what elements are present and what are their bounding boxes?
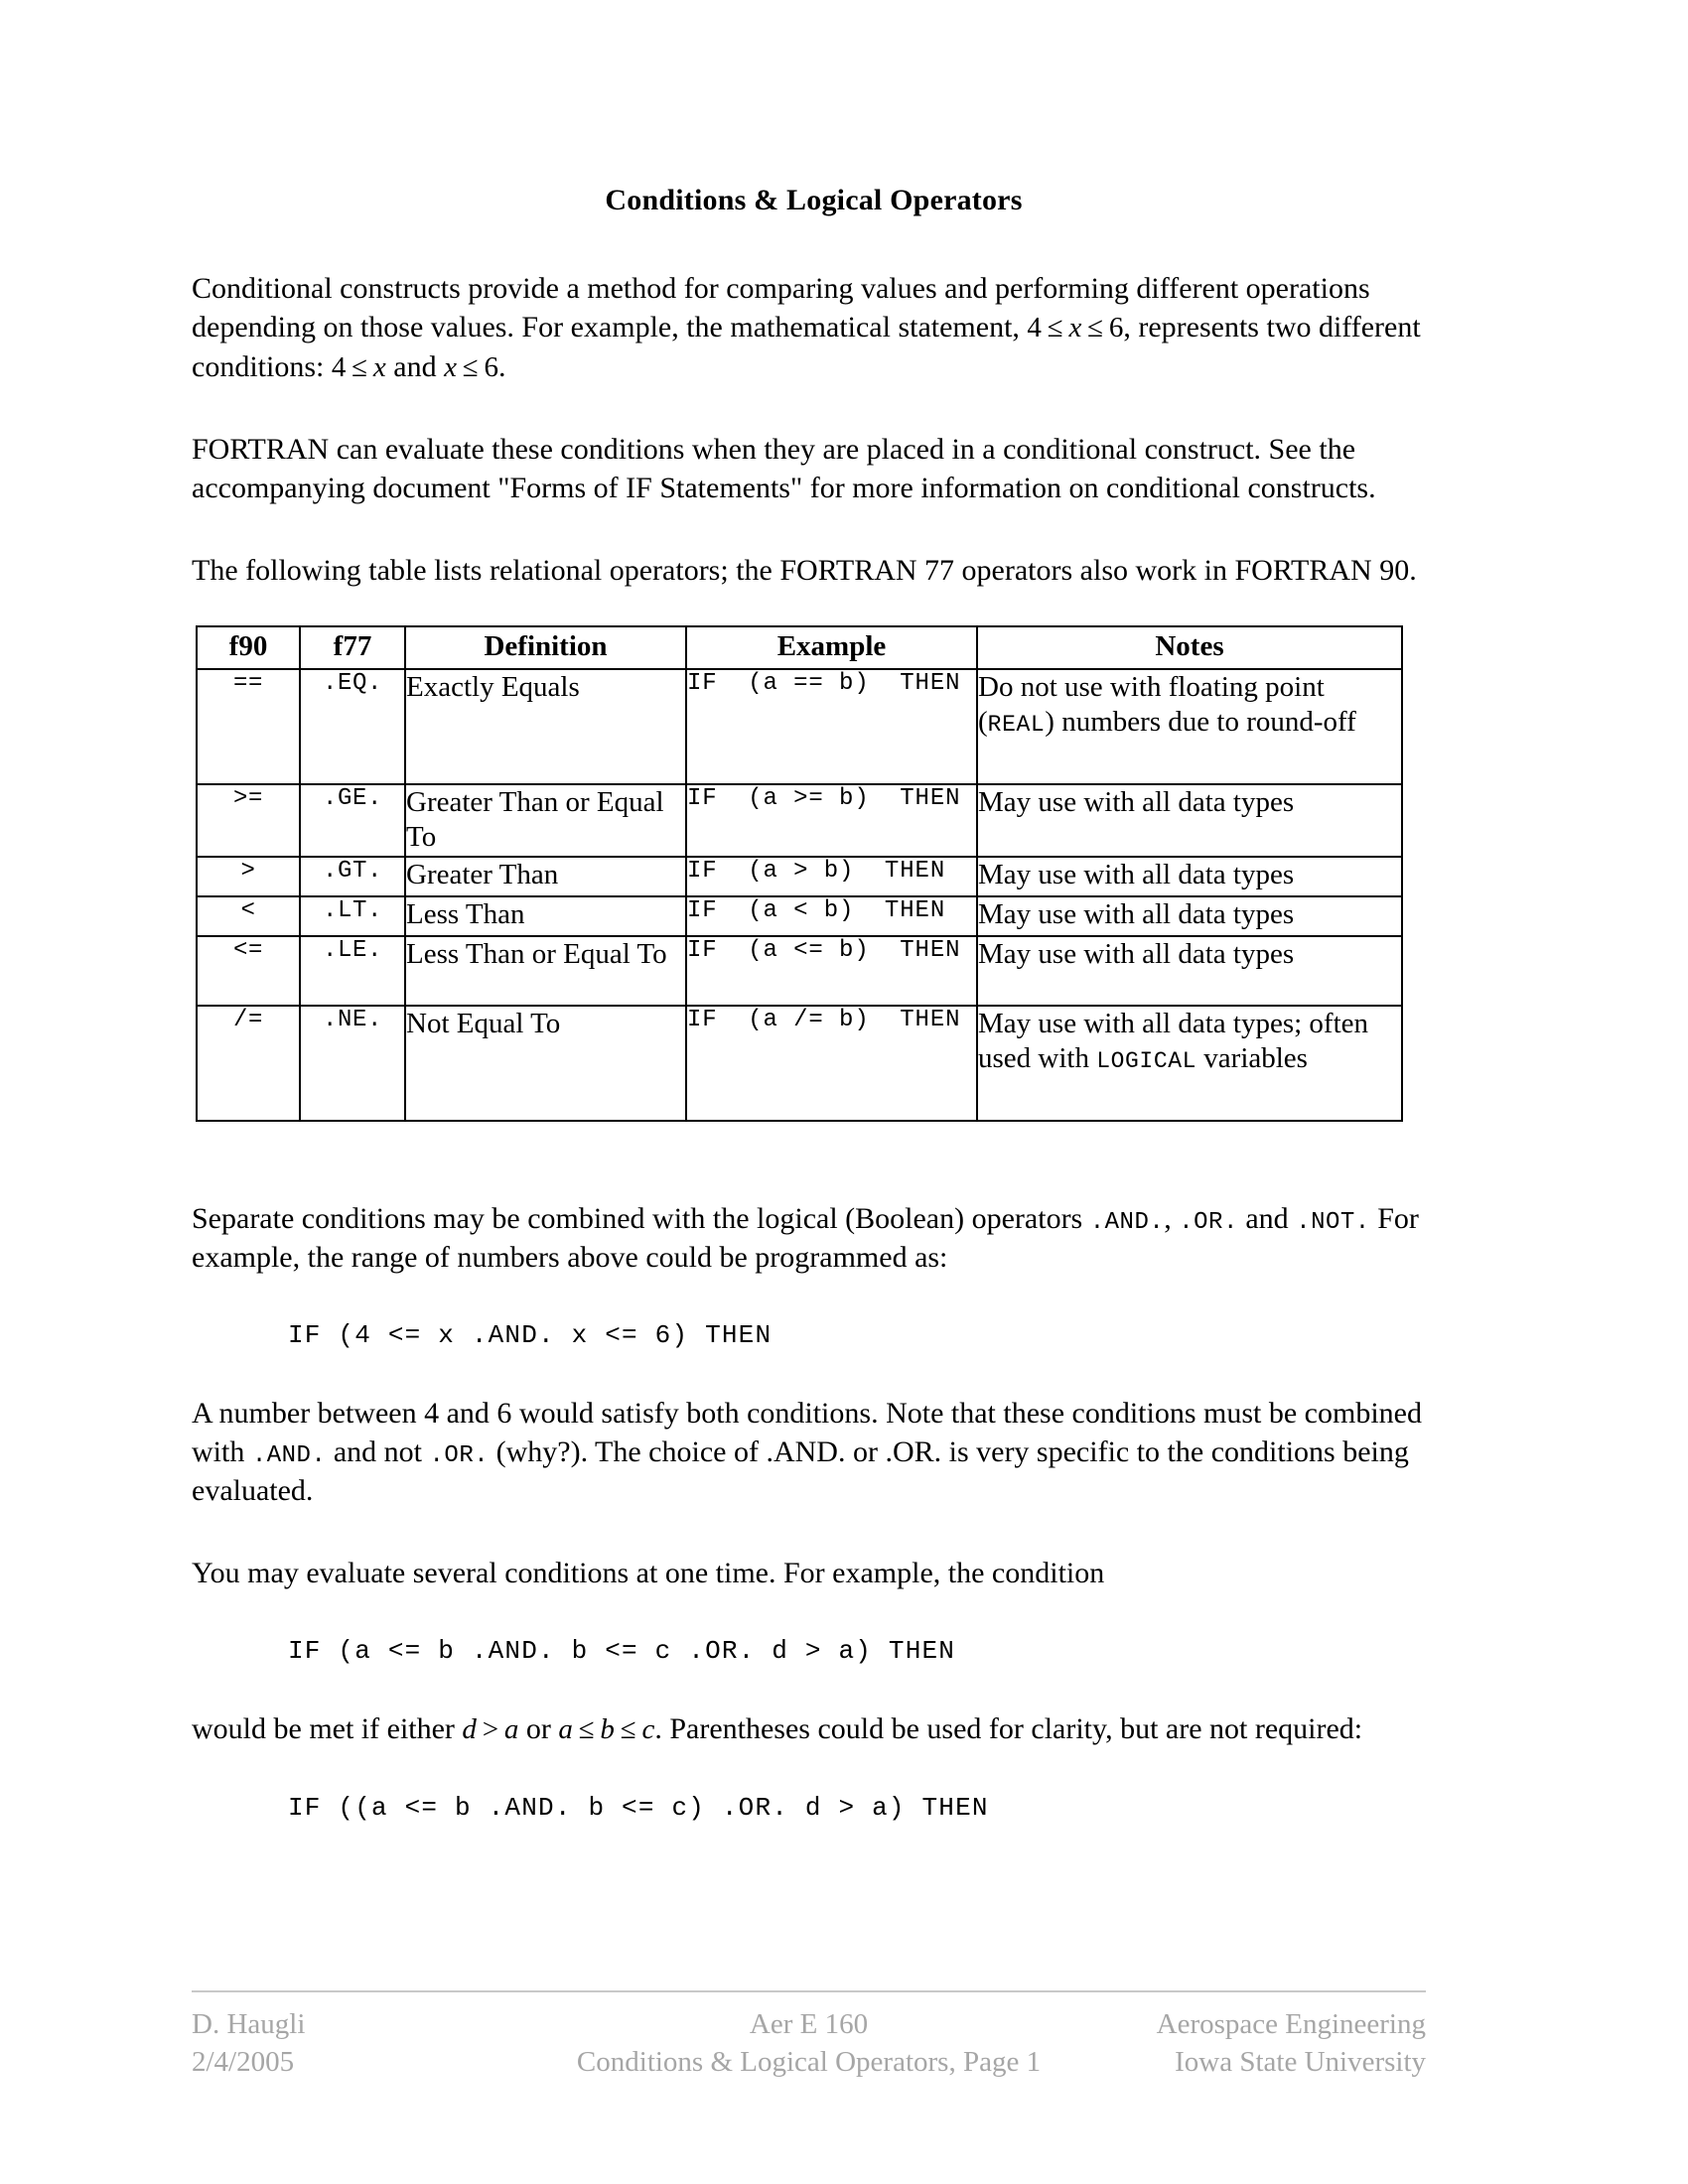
cell-f77: .GT.: [300, 857, 405, 896]
cell-f77: .NE.: [300, 1006, 405, 1121]
cell-notes: [977, 669, 1402, 784]
cell-example: IF (a < b) THEN: [686, 896, 977, 936]
math-d-gt-a: d > a: [462, 1712, 519, 1745]
math-4-le-x: 4 ≤ x: [331, 350, 386, 383]
cell-example: IF (a > b) THEN: [686, 857, 977, 896]
operator-and-inline: .AND.: [1089, 1208, 1165, 1236]
paragraph-intro-line2: operations depending on those values. For example, the mathematical statement,: [192, 272, 1370, 343]
table-row: [197, 784, 1402, 857]
cell-f90: <=: [197, 936, 300, 1006]
p4-text-c: and: [1237, 1201, 1289, 1235]
footer-department: Aerospace Engineering: [1156, 2008, 1426, 2040]
relational-operators-table: [196, 625, 1403, 1121]
note-text-post: variables: [1196, 1041, 1308, 1074]
p7-text-b: or: [518, 1711, 559, 1745]
table-row: [197, 936, 1402, 1006]
cell-example: IF (a == b) THEN: [686, 669, 977, 784]
table-row: [197, 857, 1402, 896]
cell-example: IF (a <= b) THEN: [686, 936, 977, 1006]
cell-f77: .LE.: [300, 936, 405, 1006]
footer-author: D. Haugli: [192, 2008, 306, 2040]
code-example-1: IF (4 <= x .AND. x <= 6) THEN: [288, 1319, 773, 1350]
p5-text-d: (why?). The choice of .AND. or .OR. is very specific to the: [489, 1434, 1204, 1468]
table-row: [197, 1006, 1402, 1121]
footer-date: 2/4/2005: [192, 2045, 295, 2078]
footer-divider: [192, 1990, 1426, 1992]
page-footer: [192, 1990, 1426, 2081]
paragraph-fortran-evaluate: FORTRAN can evaluate these conditions when they are placed in a conditional construct. See the accompanying document "Forms of IF Statements" for more information on conditional constructs.: [192, 433, 1376, 505]
p5-text-a: A number between 4 and 6 would satisfy both conditions. Note that these conditions must be: [192, 1396, 1298, 1430]
footer-right: [1098, 2006, 1426, 2081]
column-header-definition: Definition: [405, 626, 686, 668]
note-text-pre: May use with all data types: [978, 785, 1295, 818]
column-header-f77: f77: [300, 626, 405, 668]
cell-definition: Not Equal To: [405, 1006, 686, 1121]
p7-text-d: required:: [1254, 1711, 1363, 1745]
cell-f90: >: [197, 857, 300, 896]
cell-notes: [977, 896, 1402, 936]
cell-definition: Less Than or Equal To: [405, 936, 686, 1006]
footer-center: [519, 2006, 1098, 2081]
note-text-pre: May use with all data types: [978, 897, 1295, 930]
cell-f90: /=: [197, 1006, 300, 1121]
code-example-2: IF (a <= b .AND. b <= c .OR. d > a) THEN: [288, 1635, 956, 1666]
p5-text-c: and not: [326, 1434, 430, 1468]
note-keyword: LOGICAL: [1096, 1047, 1197, 1074]
cell-notes: [977, 857, 1402, 896]
p4-text-b: ,: [1164, 1201, 1180, 1235]
p4-text-a: Separate conditions may be combined with the logical (Boolean) operators: [192, 1201, 1090, 1235]
page-title: Conditions & Logical Operators: [605, 184, 1023, 216]
document-body: [192, 184, 1426, 1823]
footer-course: Aer E 160: [749, 2008, 869, 2040]
table-row: [197, 896, 1402, 936]
footer-university: Iowa State University: [1175, 2045, 1426, 2078]
column-header-notes: Notes: [977, 626, 1402, 668]
operator-or-inline: .OR.: [1179, 1208, 1238, 1236]
cell-definition: Exactly Equals: [405, 669, 686, 784]
note-text-pre: May use with all data types: [978, 858, 1295, 890]
cell-f90: <: [197, 896, 300, 936]
paragraph-boolean-operators: [192, 1199, 1426, 1277]
footer-row: [192, 2006, 1426, 2081]
operator-not-inline: .NOT.: [1296, 1208, 1370, 1236]
footer-doc-page: Conditions & Logical Operators, Page 1: [576, 2045, 1042, 2078]
paragraph-intro-comma: ,: [1123, 311, 1131, 343]
cell-f90: ==: [197, 669, 300, 784]
cell-f90: >=: [197, 784, 300, 857]
math-range-4x6: 4 ≤ x ≤ 6: [1027, 312, 1124, 343]
code-example-3: IF ((a <= b .AND. b <= c) .OR. d > a) THEN: [288, 1792, 989, 1823]
column-header-f90: f90: [197, 626, 300, 668]
cell-definition: Greater Than: [405, 857, 686, 896]
p4-text-d: For example, the range of numbers above could be programmed as:: [192, 1201, 1419, 1274]
cell-definition: Greater Than or Equal To: [405, 784, 686, 857]
cell-notes: [977, 1006, 1402, 1121]
cell-f77: .EQ.: [300, 669, 405, 784]
table-header-row: [197, 626, 1402, 668]
p5-text-e: conditions being evaluated.: [192, 1434, 1409, 1507]
paragraph-several-conditions: You may evaluate several conditions at one time. For example, the condition: [192, 1556, 1105, 1589]
note-keyword: REAL: [987, 712, 1046, 739]
p7-text-a: would be met if either: [192, 1711, 463, 1745]
note-text-pre: May use with all data types; often used with: [978, 1007, 1369, 1074]
operator-and-inline: .AND.: [251, 1441, 327, 1469]
paragraph-intro: [192, 269, 1426, 386]
note-text-pre: Do not use with floating point (: [978, 670, 1325, 739]
cell-notes: [977, 784, 1402, 857]
operator-or-inline: .OR.: [429, 1441, 490, 1469]
paragraph-intro-and: and: [385, 349, 445, 383]
cell-f77: .LT.: [300, 896, 405, 936]
p7-text-c: . Parentheses could be used for clarity, but are not: [654, 1711, 1248, 1745]
paragraph-intro-period: .: [497, 349, 506, 383]
paragraph-table-lead: The following table lists relational operators; the FORTRAN 77 operators also work in FORTRAN 90.: [192, 554, 1417, 588]
cell-definition: Less Than: [405, 896, 686, 936]
cell-notes: [977, 936, 1402, 1006]
p5-text-b: combined with: [192, 1396, 1422, 1468]
note-text-pre: May use with all data types: [978, 937, 1295, 970]
cell-f77: .GE.: [300, 784, 405, 857]
paragraph-intro-line1: Conditional constructs provide a method for comparing values and performing different: [192, 272, 1239, 305]
cell-example: IF (a >= b) THEN: [686, 784, 977, 857]
paragraph-intro-line3: represents two different conditions:: [192, 311, 1421, 383]
paragraph-parentheses: [192, 1709, 1426, 1749]
footer-left: [192, 2006, 519, 2081]
table-body: [197, 669, 1402, 1121]
table-row: [197, 669, 1402, 784]
paragraph-and-vs-or: [192, 1394, 1426, 1510]
column-header-example: Example: [686, 626, 977, 668]
cell-example: IF (a /= b) THEN: [686, 1006, 977, 1121]
math-x-le-6: x ≤ 6: [444, 350, 498, 383]
math-a-le-b-le-c: a ≤ b ≤ c: [558, 1712, 655, 1745]
note-text-post: ) numbers due to round-off: [1045, 706, 1356, 739]
